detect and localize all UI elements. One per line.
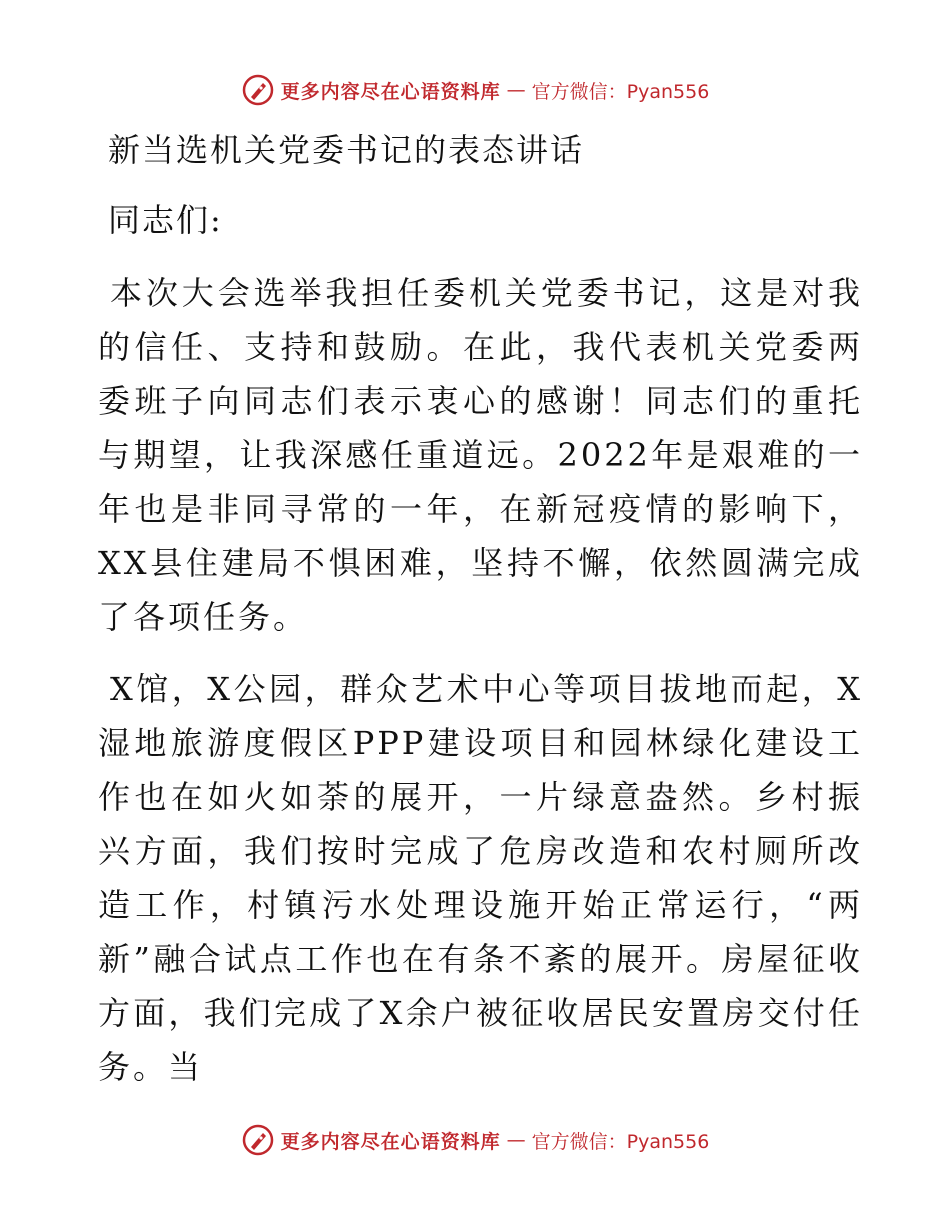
footer-site-text: 更多内容尽在心语资料库 [280,1130,501,1153]
salutation: 同志们: [108,201,223,239]
document-body [98,122,863,1094]
pen-nib-logo-icon [241,73,275,107]
header-contact: 官方微信：Pyan556 [531,80,710,103]
paragraph-1: 本次大会选举我担任委机关党委书记，这是对我的信任、支持和鼓励。在此，我代表机关党委两委班子向同志们表示衷心的感谢！同志们的重托与期望，让我深感任重道远。2022年是艰难的一年也是非同寻常的一年，在新冠疫情的影响下，XX县住建局不惧困难，坚持不懈，依然圆满完成了各项任务。 [98,274,863,636]
paragraph-2: X馆，X公园，群众艺术中心等项目拔地而起，X湿地旅游度假区PPP建设项目和园林绿化建设工作也在如火如荼的展开，一片绿意盎然。乡村振兴方面，我们按时完成了危房改造和农村厕所改造工作，村镇污水处理设施开始正常运行，“两新”融合试点工作也在有条不紊的展开。房屋征收方面，我们完成了X余户被征收居民安置房交付任务。当 [98,670,863,1086]
header-separator: — [506,79,526,101]
footer-separator: — [506,1129,526,1151]
header-site-text: 更多内容尽在心语资料库 [280,80,501,103]
footer-watermark [0,1120,950,1160]
footer-contact: 官方微信：Pyan556 [531,1130,710,1153]
document-title: 新当选机关党委书记的表态讲话 [108,131,585,169]
pen-nib-logo-icon [241,1123,275,1157]
header-watermark [0,70,950,110]
